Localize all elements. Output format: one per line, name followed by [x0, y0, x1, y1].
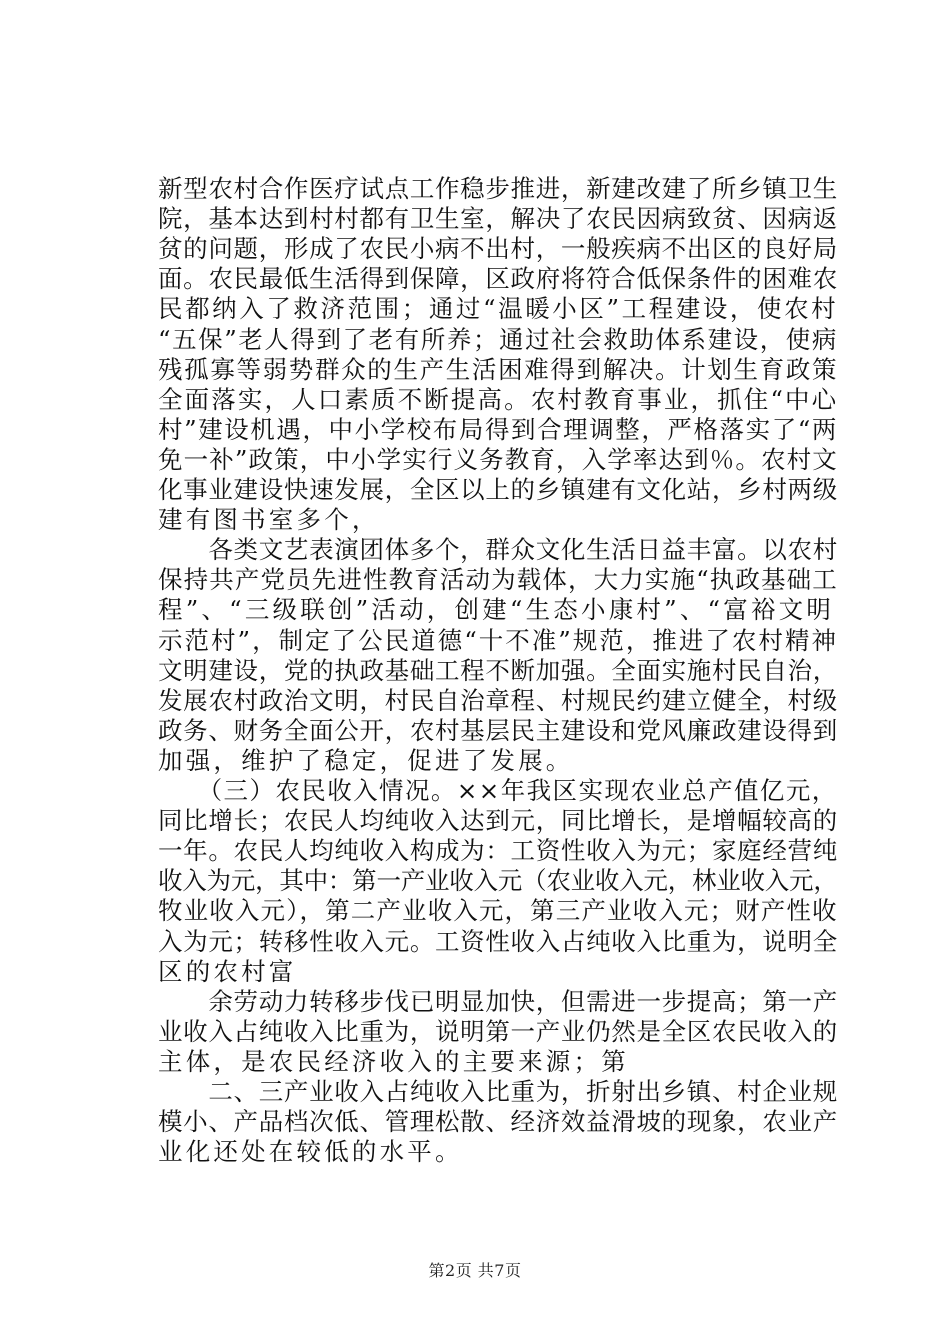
text-line: 入为元；转移性收入元。工资性收入占纯收入比重为，说明全 [158, 926, 838, 956]
text-line: 区的农村富 [158, 956, 297, 986]
text-line: 一年。农民人均纯收入构成为：工资性收入为元；家庭经营纯 [158, 836, 838, 866]
text-line: 牧业收入元），第二产业收入元，第三产业收入元；财产性收 [158, 896, 838, 926]
text-line: （三）农民收入情况。××年我区实现农业总产值亿元， [158, 776, 838, 805]
text-line: 化事业建设快速发展，全区以上的乡镇建有文化站，乡村两级 [158, 475, 838, 504]
text-line: 示范村”，制定了公民道德“十不准”规范，推进了农村精神 [158, 625, 838, 655]
text-line: 程”、“三级联创”活动，创建“生态小康村”、“富裕文明 [158, 595, 835, 625]
text-line: 全面落实，人口素质不断提高。农村教育事业，抓住“中心 [158, 384, 839, 414]
text-line: 各类文艺表演团体多个，群众文化生活日益丰富。以农村 [158, 535, 838, 565]
text-line: 主体，是农民经济收入的主要来源；第 [158, 1046, 629, 1076]
text-line: 政务、财务全面公开，农村基层民主建设和党风廉政建设得到 [158, 715, 838, 745]
text-line: 民都纳入了救济范围；通过“温暖小区”工程建设，使农村 [158, 294, 839, 324]
text-line: 残孤寡等弱势群众的生产生活困难得到解决。计划生育政策 [158, 354, 839, 384]
text-line: 同比增长；农民人均纯收入达到元，同比增长，是增幅较高的 [158, 806, 838, 836]
text-line: 建有图书室多个， [158, 505, 380, 535]
text-line: 余劳动力转移步伐已明显加快，但需进一步提高；第一产 [158, 986, 838, 1016]
text-line: 新型农村合作医疗试点工作稳步推进，新建改建了所乡镇卫生 [158, 174, 838, 203]
text-line: 保持共产党员先进性教育活动为载体，大力实施“执政基础工 [158, 565, 838, 595]
text-line: 村”建设机遇，中小学校布局得到合理调整，严格落实了“两 [158, 414, 838, 444]
text-line: “五保”老人得到了老有所养；通过社会救助体系建设，使病 [158, 324, 838, 354]
text-line: 院，基本达到村村都有卫生室，解决了农民因病致贫、因病返 [158, 204, 838, 234]
text-line: 文明建设，党的执政基础工程不断加强。全面实施村民自治， [158, 655, 838, 685]
text-line: 业化还处在较低的水平。 [158, 1137, 463, 1167]
text-line: 贫的问题，形成了农民小病不出村，一般疾病不出区的良好局 [158, 234, 838, 264]
text-line: 二、三产业收入占纯收入比重为，折射出乡镇、村企业规 [158, 1077, 838, 1106]
text-line: 收入为元，其中：第一产业收入元（农业收入元，林业收入元， [158, 866, 838, 896]
text-line: 业收入占纯收入比重为，说明第一产业仍然是全区农民收入的 [158, 1016, 838, 1046]
text-line: 加强，维护了稳定，促进了发展。 [158, 745, 574, 775]
page-footer: 第2页 共7页 [428, 1261, 522, 1280]
text-line: 模小、产品档次低、管理松散、经济效益滑坡的现象，农业产 [158, 1107, 838, 1137]
text-line: 免一补”政策，中小学实行义务教育，入学率达到％。农村文 [158, 444, 838, 474]
text-line: 发展农村政治文明，村民自治章程、村规民约建立健全，村级 [158, 685, 838, 715]
text-line: 面。农民最低生活得到保障，区政府将符合低保条件的困难农 [158, 264, 838, 294]
